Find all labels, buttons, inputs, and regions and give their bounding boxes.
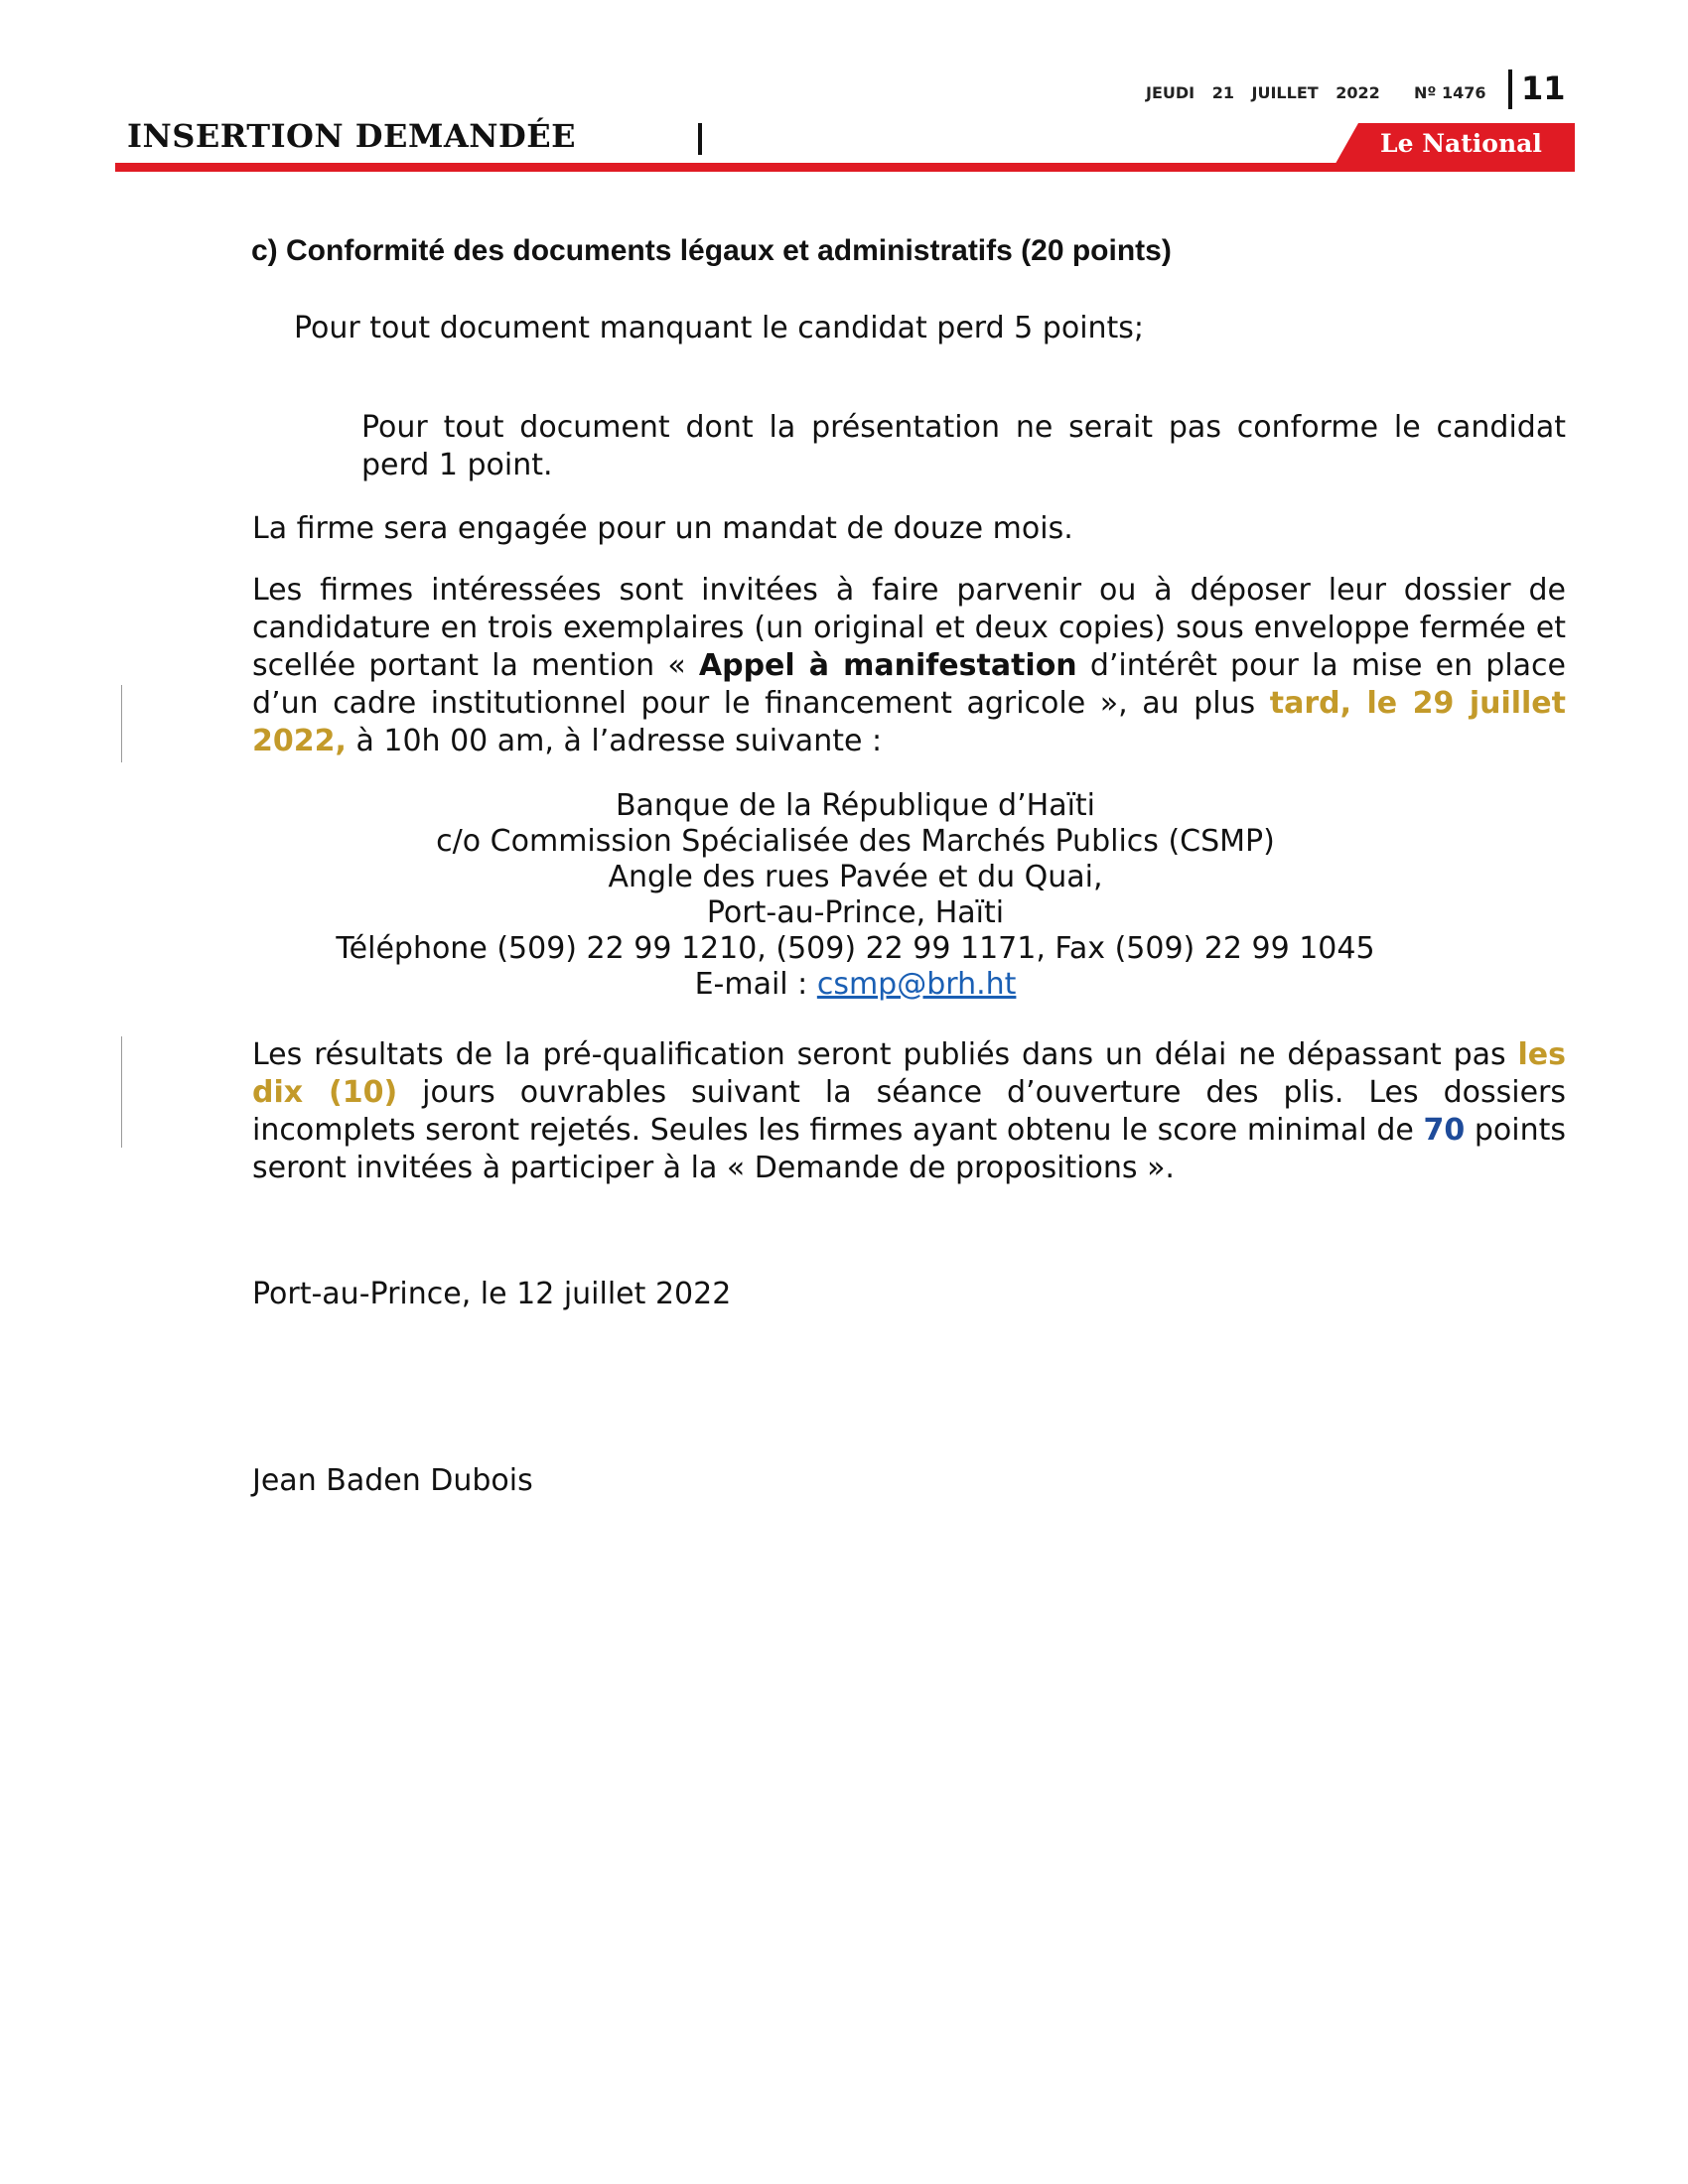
dateline-day: JEUDI [1146,83,1196,102]
submission-deadline: tard, le 29 juillet 2022, [252,686,1566,758]
change-bar [121,685,122,762]
page-number: 11 [1521,69,1566,107]
email-label: E-mail : [694,967,817,1002]
submission-text-before: Les firmes intéressées sont invitées à faire parvenir ou à déposer leur dossier de candidature en trois exemplaires (un original et deux copies) sous enveloppe fermée et scellée portant la mention « [252,573,1566,683]
address-line: Banque de la République d’Haïti [615,788,1096,823]
address-line: c/o Commission Spécialisée des Marchés Publics (CSMP) [436,824,1275,859]
email-link[interactable]: csmp@brh.ht [816,967,1017,1002]
address-line: Port-au-Prince, Haïti [706,895,1005,930]
rule-missing-document: Pour tout document manquant le candidat perd 5 points; [294,311,1145,345]
results-text-middle: jours ouvrables suivant la séance d’ouverture des plis. Les dossiers incomplets seront rejetés. Seules les firmes ayant obtenu le score minimal de [252,1075,1566,1148]
dateline-month: JUILLET [1251,83,1319,102]
results-score: 70 [1423,1113,1466,1148]
place-date: Port-au-Prince, le 12 juillet 2022 [252,1277,732,1311]
rule-nonconforming-document: Pour tout document dont la présentation ne serait pas conforme le candidat perd 1 point. [361,410,1566,482]
results-paragraph [252,1036,1566,1187]
results-text-after: points seront invitées à participer à la « Demande de propositions ». [252,1113,1566,1185]
mandate-paragraph: La firme sera engagée pour un mandat de douze mois. [252,511,1073,546]
section-title-divider [698,123,702,155]
address-block [252,788,1459,1003]
issue-number: Nº 1476 [1414,83,1486,102]
address-email-line [252,967,1459,1003]
header-rule [115,163,1575,172]
address-phone: Téléphone (509) 22 99 1210, (509) 22 99 1171, Fax (509) 22 99 1045 [336,931,1375,966]
dateline-date: 21 [1211,83,1234,102]
change-bar [121,1036,122,1148]
brand-logo: Le National [1380,129,1542,158]
dateline-year: 2022 [1336,83,1380,102]
section-heading: c) Conformité des documents légaux et administratifs (20 points) [251,234,1172,267]
results-highlight: les dix (10) [252,1037,1566,1110]
submission-paragraph [252,572,1566,760]
page-number-divider [1508,69,1512,109]
submission-text-middle: d’intérêt pour la mise en place d’un cadre institutionnel pour le financement agricole », au plus [252,648,1566,721]
submission-bold-phrase: Appel à manifestation [698,648,1077,683]
signatory-name: Jean Baden Dubois [252,1463,533,1498]
submission-text-after: à 10h 00 am, à l’adresse suivante : [346,724,883,758]
results-text-before: Les résultats de la pré-qualification seront publiés dans un délai ne dépassant pas [252,1037,1518,1072]
section-title: INSERTION DEMANDÉE [127,117,576,155]
address-line: Angle des rues Pavée et du Quai, [608,860,1103,894]
dateline [1146,83,1392,102]
